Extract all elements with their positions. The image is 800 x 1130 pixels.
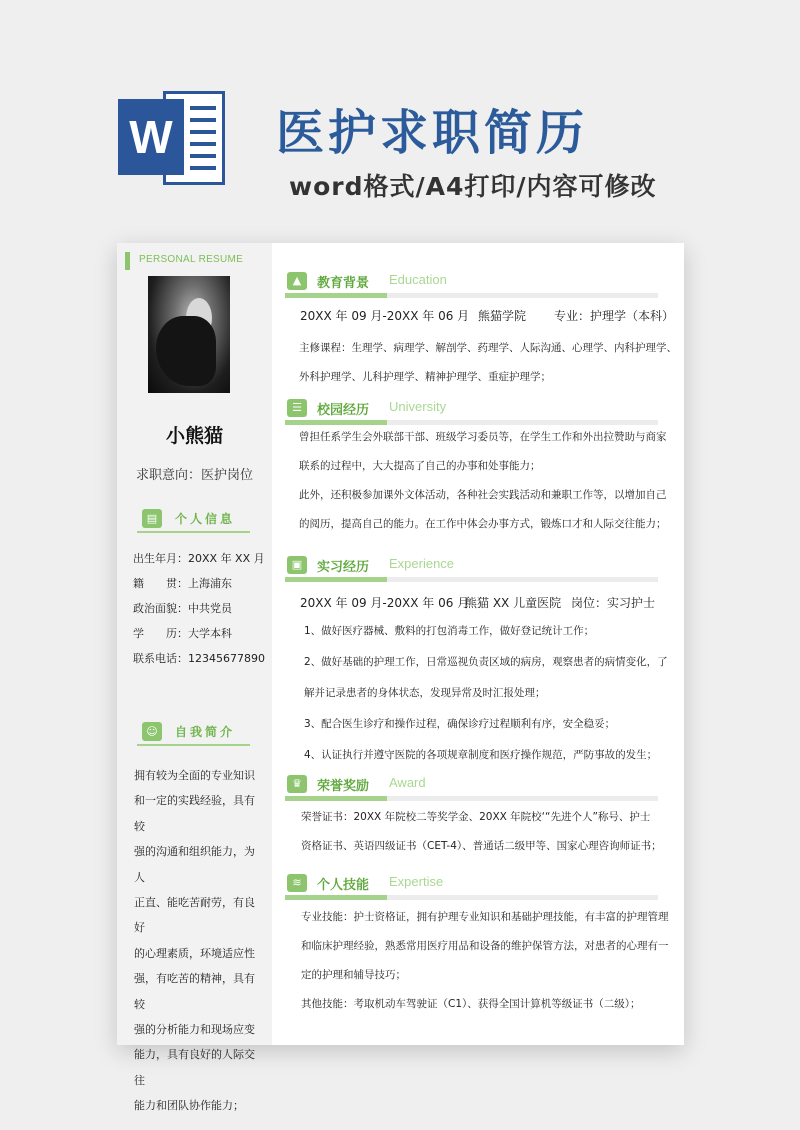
user-icon: ☺: [142, 722, 162, 741]
word-w-badge: W: [118, 99, 184, 175]
internship-duties: 1、做好医疗器械、敷料的打包消毒工作，做好登记统计工作； 2、做好基础的护理工作，日常巡视负责区域的病房，观察患者的病情变化，了 解并记录患者的身体状态，发现异常及时汇报处理； 3、配合医生诊疗和操作过程，确保诊疗过程顺利有序，安全稳妥； 4、认证执行并遵守医院的各项规章制度和医疗操作规范，严防事故的发生；: [304, 625, 668, 761]
profile-photo: [148, 276, 230, 393]
section-title: 个人信息: [175, 512, 236, 526]
list-icon: ☰: [287, 399, 307, 417]
section-header-awards: ♛ 荣誉奖励 Award: [285, 774, 658, 800]
resume-sidebar: [117, 243, 272, 1113]
section-header-internship: ▣ 实习经历 Experience: [285, 555, 658, 581]
section-header-personal-info: [137, 509, 250, 533]
candidate-name: 小熊猫: [165, 425, 223, 447]
page-title: 医护求职简历: [276, 105, 589, 161]
resume-sheet: [117, 243, 684, 1113]
info-row: 出生年月：20XX 年 XX 月: [133, 552, 265, 565]
page-subtitle: word格式/A4打印/内容可修改: [289, 172, 657, 201]
tag-bar: [125, 252, 130, 270]
section-header-self-intro: [137, 722, 250, 746]
job-intent: 求职意向：医护岗位: [135, 468, 253, 483]
section-title: 自我简介: [175, 725, 236, 739]
education-courses: 主修课程：生理学、病理学、解剖学、药理学、人际沟通、心理学、内科护理学、 外科护理学、儿科护理学、精神护理学、重症护理学；: [299, 342, 677, 383]
section-header-campus: ☰ 校园经历 University: [285, 398, 658, 424]
campus-text: 曾担任系学生会外联部干部、班级学习委员等，在学生工作和外出拉赞助与商家 联系的过程中，大大提高了自己的办事和处事能力； 此外，还积极参加课外文体活动，各种社会实践活动和兼职工作等，以增加自己 的阅历，提高自己的能力。在工作中体会办事方式，锻炼口才和人际交往能力；: [299, 431, 667, 530]
info-row: 政治面貌：中共党员: [133, 602, 232, 615]
briefcase-icon: ▣: [287, 556, 307, 574]
trophy-icon: ♛: [287, 775, 307, 793]
graduation-cap-icon: ▲: [287, 272, 307, 290]
info-row: 联系电话：12345677890: [133, 652, 265, 665]
info-row: 学 历：大学本科: [133, 627, 232, 640]
personal-resume-tag: PERSONAL RESUME: [139, 254, 244, 265]
skills-text: 专业技能：护士资格证，拥有护理专业知识和基础护理技能，有丰富的护理管理 和临床护理经验，熟悉常用医疗用品和设备的维护保管方法，对患者的心理有一 定的护理和辅导技巧； 其他技能：考取机动车驾驶证（C1）、获得全国计算机等级证书（二级）；: [301, 911, 669, 1010]
layers-icon: ≋: [287, 874, 307, 892]
resume-content: ▲ 教育背景 Education 20XX 年 09 月-20XX 年 06 月 熊猫学院 专业：护理学（本科） 主修课程：生理学、病理学、解剖学、药理学、人际沟通、心理学、内科护理学、 外科护理学、儿科护理学、精神护理学、重症护理学； ☰ 校园经历 University 曾担任系学生会外联部干部、班级学习委员等，在学生工作和外出拉赞助与商家 联系的过程中，大大提高了自己的办事和处事能力； 此外，还积极参加课外文体活动，各种社会实践活动和兼职工作等，以增加自己 的阅历，提高自己的能力。在工作中体会办事方式，锻炼口才和人际交往能力； ▣ 实习经历 Experience 20XX 年 09 月-20XX 年 06 月 熊猫 XX 儿童医院 岗位：实习护士 1、做好医疗器械、敷料的打包消毒工作，做好登记统计工作； 2、做好基础的护理工作，日常巡视负责区域的病房，观察患者的病情变化，了 解并记录患者的身体状态，发现异常及时汇报处理； 3、配合医生诊疗和操作过程，确保诊疗过程顺利有序，安全稳妥； 4、认证执行并遵守医院的各项规章制度和医疗操作规范，严防事故的发生； ♛ 荣誉奖励 Award 荣誉证书：20XX 年院校二等奖学金、20XX 年院校‘“先进个人”称号、护士 资格证书、英语四级证书（CET-4）、普通话二级甲等、国家心理咨询师证书； ≋ 个人技能 Expertise 专业技能：护士资格证，拥有护理专业知识和基础护理技能，有丰富的护理管理 和临床护理经验，熟悉常用医疗用品和设备的维护保管方法，对患者的心理有一 定的护理和辅导技巧； 其他技能：考取机动车驾驶证（C1）、获得全国计算机等级证书（二级）；: [272, 243, 684, 1045]
awards-text: 荣誉证书：20XX 年院校二等奖学金、20XX 年院校‘“先进个人”称号、护士 资格证书、英语四级证书（CET-4）、普通话二级甲等、国家心理咨询师证书；: [301, 811, 662, 852]
personal-info-list: [133, 546, 269, 671]
info-row: 籍 贯：上海浦东: [133, 577, 232, 590]
self-intro-text: 拥有较为全面的专业知识 和一定的实践经验，具有较 强的沟通和组织能力，为人 正直、能吃苦耐劳，有良好 的心理素质，环境适应性 强，有吃苦的精神，具有较 强的分析能力和现场应变 能力，具有良好的人际交往 能力和团队协作能力；: [134, 769, 255, 1113]
section-header-skills: ≋ 个人技能 Expertise: [285, 873, 658, 899]
section-header-education: ▲ 教育背景 Education: [285, 271, 658, 297]
id-card-icon: ▤: [142, 509, 162, 528]
word-logo: [118, 85, 228, 190]
